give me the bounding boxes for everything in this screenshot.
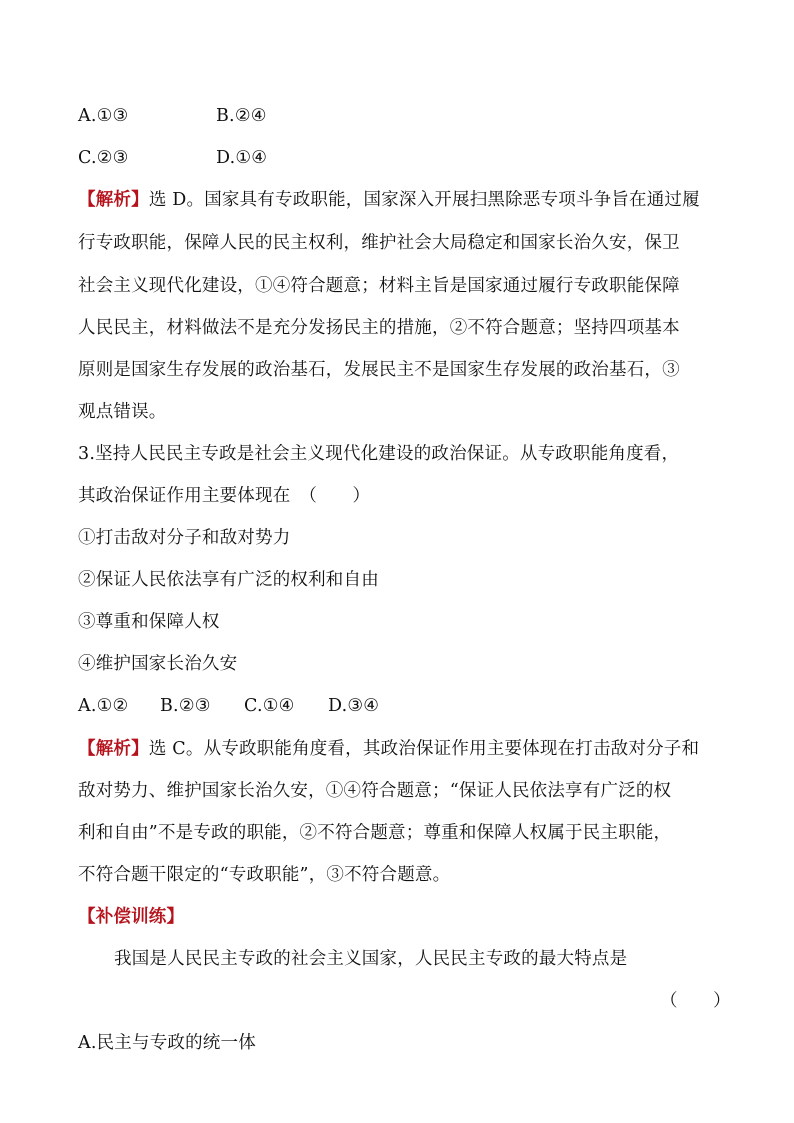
q2-analysis-line-2: 行专政职能，保障人民的民主权利，维护社会大局稳定和国家长治久安，保卫 [78,233,680,253]
q3-item-2: ②保证人民依法享有广泛的权利和自由 [78,570,379,590]
q3-option-b: B.②③ [160,696,211,716]
q3-analysis-line-4: 不符合题干限定的“专政职能”，③不符合题意。 [78,865,451,885]
q2-option-b: B.②④ [216,106,267,126]
q2-analysis-line-4: 人民民主，材料做法不是充分发扬民主的措施，②不符合题意；坚持四项基本 [78,318,680,338]
q3-option-a: A.①② [78,696,129,716]
q3-option-d: D.③④ [328,696,380,716]
q2-options-row-2 [78,146,728,170]
q2-analysis-text-1: 选 D。国家具有专政职能，国家深入开展扫黑除恶专项斗争旨在通过履 [148,190,700,210]
q3-item-1: ①打击敌对分子和敌对势力 [78,528,291,548]
q2-option-d: D.①④ [216,148,268,168]
q2-analysis-line-3: 社会主义现代化建设，①④符合题意；材料主旨是国家通过履行专政职能保障 [78,276,680,296]
q2-analysis-line-5: 原则是国家生存发展的政治基石，发展民主不是国家生存发展的政治基石，③ [78,360,680,380]
q3-analysis-text-1: 选 C。从专政职能角度看，其政治保证作用主要体现在打击敌对分子和 [148,739,700,759]
supplement-option-a: A.民主与专政的统一体 [78,1033,256,1053]
q2-option-c: C.②③ [78,148,129,168]
supplement-heading [78,905,728,929]
q3-analysis-line-1 [78,737,728,761]
q2-analysis-line-1 [78,188,728,212]
q3-item-3: ③尊重和保障人权 [78,612,220,632]
q3-analysis-line-2: 敌对势力、维护国家长治久安，①④符合题意；“保证人民依法享有广泛的权 [78,781,672,801]
supplement-tag: 【补偿训练】 [78,907,185,927]
q3-item-4: ④维护国家长治久安 [78,654,238,674]
q3-stem-line-2: 其政治保证作用主要体现在 （ ） [78,486,371,506]
q2-analysis-tag: 【解析】 [78,190,149,210]
q2-analysis-line-6: 观点错误。 [78,402,167,422]
q3-stem-line-1: 3.坚持人民民主专政是社会主义现代化建设的政治保证。从专政职能角度看， [78,444,680,464]
q3-analysis-tag: 【解析】 [78,739,149,759]
q2-option-a: A.①③ [78,106,129,126]
supplement-blank: （ ） [660,991,731,1011]
supplement-stem: 我国是人民民主专政的社会主义国家，人民民主专政的最大特点是 [114,949,628,969]
q3-analysis-line-3: 利和自由”不是专政的职能，②不符合题意；尊重和保障人权属于民主职能， [78,823,672,843]
q3-option-c: C.①④ [244,696,295,716]
q2-options-row-1 [78,104,728,128]
